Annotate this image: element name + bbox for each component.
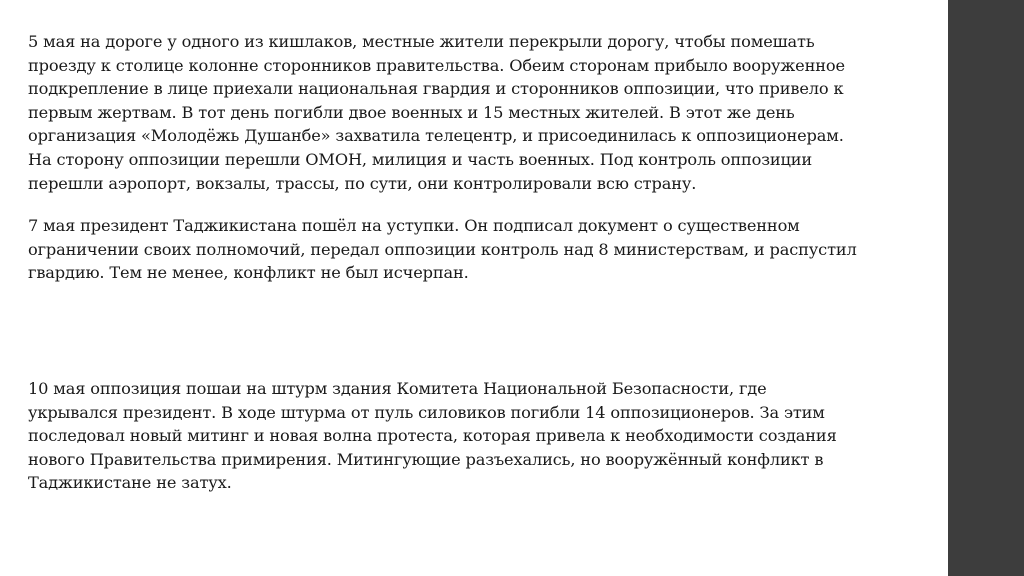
- paragraph-may-5: [28, 30, 936, 195]
- text-line: 10 мая оппозиция пошаи на штурм здания Комитета Национальной Безопасности, где: [28, 379, 767, 398]
- text-line: первым жертвам. В тот день погибли двое военных и 15 местных жителей. В этот же день: [28, 102, 795, 122]
- text-line: организация «Молодёжь Душанбе» захватила телецентр, и присоединилась к оппозиционерам.: [28, 126, 844, 146]
- text-line: ограничении своих полномочий, передал оппозиции контроль над 8 министерствам, и распустил: [28, 239, 857, 259]
- text-line: укрывался президент. В ходе штурма от пуль силовиков погибли 14 оппозиционеров. За этим: [28, 402, 825, 422]
- text-line: На сторону оппозиции перешли ОМОН, милиция и часть военных. Под контроль оппозиции: [28, 149, 813, 169]
- paragraph-may-10: [28, 377, 936, 495]
- text-line: нового Правительства примирения. Митингующие разъехались, но вооружённый конфликт в: [28, 449, 824, 469]
- text-line: 7 мая президент Таджикистана пошёл на уступки. Он подписал документ о существенном: [28, 216, 800, 235]
- text-line: проезду к столице колонне сторонников правительства. Обеим сторонам прибыло вооруженное: [28, 55, 845, 75]
- side-accent-bar: [948, 0, 1024, 576]
- text-line: 5 мая на дороге у одного из кишлаков, местные жители перекрыли дорогу, чтобы помешать: [28, 32, 815, 51]
- text-line: последовал новый митинг и новая волна протеста, которая привела к необходимости создания: [28, 426, 837, 446]
- text-line: подкрепление в лице приехали национальная гвардия и сторонников оппозиции, что привело к: [28, 79, 844, 99]
- paragraph-may-7: [28, 214, 936, 285]
- text-line: Таджикистане не затух.: [28, 473, 232, 493]
- text-line: гвардию. Тем не менее, конфликт не был исчерпан.: [28, 263, 469, 283]
- text-line: перешли аэропорт, вокзалы, трассы, по сути, они контролировали всю страну.: [28, 173, 697, 193]
